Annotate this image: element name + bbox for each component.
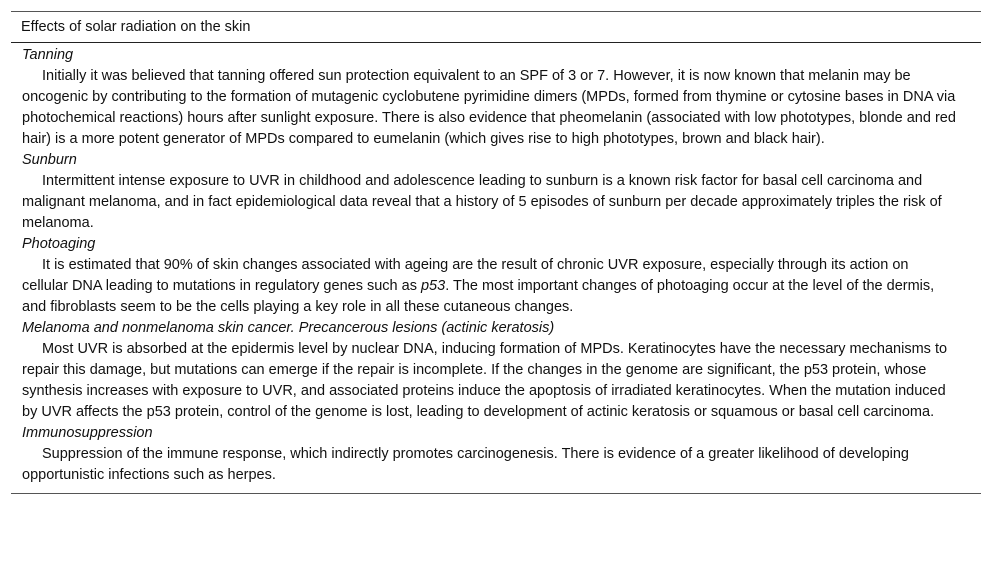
section-text-photoaging [22, 255, 956, 318]
section-title-tanning: Tanning [22, 47, 74, 63]
table-header: Effects of solar radiation on the skin [11, 12, 981, 43]
section-text-immunosuppression: Suppression of the immune response, which indirectly promotes carcinogenesis. There is evidence of a greater likelihood of developing opportunistic infections such as herpes. [22, 446, 909, 483]
section-title-immunosuppression: Immunosuppression [22, 425, 153, 441]
section-text-skin-cancer: Most UVR is absorbed at the epidermis level by nuclear DNA, inducing formation of MPDs. Keratinocytes have the necessary mechanisms to repair this damage, but mutations can emerge if the repair is incomplete. If the changes in the genome are significant, the p53 protein, whose synthesis increases with exposure to UVR, and associated proteins induce the apoptosis of irradiated keratinocytes. When the mutation induced by UVR affects the p53 protein, control of the genome is lost, leading to development of actinic keratosis or squamous or basal cell carcinoma. [22, 341, 948, 420]
effects-table [11, 11, 981, 494]
section-text-tanning: Initially it was believed that tanning offered sun protection equivalent to an SPF of 3 or 7. However, it is now known that melanin may be oncogenic by contributing to the formation of mutagenic cyclobutene pyrimidine dimers (MPDs, formed from thymine or cytosine bases in DNA via photochemical reactions) hours after sunlight exposure. There is also evidence that pheomelanin (associated with low phototypes, blonde and red hair) is a more potent generator of MPDs compared to eumelanin (which gives rise to high phototypes, brown and black hair). [22, 68, 956, 147]
section-title-sunburn: Sunburn [22, 152, 77, 168]
photoaging-gene-name: p53 [420, 278, 446, 294]
photoaging-text-before: It is estimated that 90% of skin changes associated with ageing are the result of chronic UVR exposure, especially through its action on cellular DNA leading to mutations in regulatory genes such as [22, 257, 909, 294]
section-title-skin-cancer: Melanoma and nonmelanoma skin cancer. Precancerous lesions (actinic keratosis) [22, 320, 555, 336]
section-text-sunburn: Intermittent intense exposure to UVR in childhood and adolescence leading to sunburn is a known risk factor for basal cell carcinoma and malignant melanoma, and in fact epidemiological data reveal that a history of 5 episodes of sunburn per decade approximately triples the risk of melanoma. [22, 173, 942, 231]
section-title-photoaging: Photoaging [22, 236, 96, 252]
table-body [11, 43, 981, 493]
photoaging-text-after: . The most important changes of photoaging occur at the level of the dermis, and fibroblasts seem to be the cells playing a key role in all these cutaneous changes. [22, 278, 935, 315]
